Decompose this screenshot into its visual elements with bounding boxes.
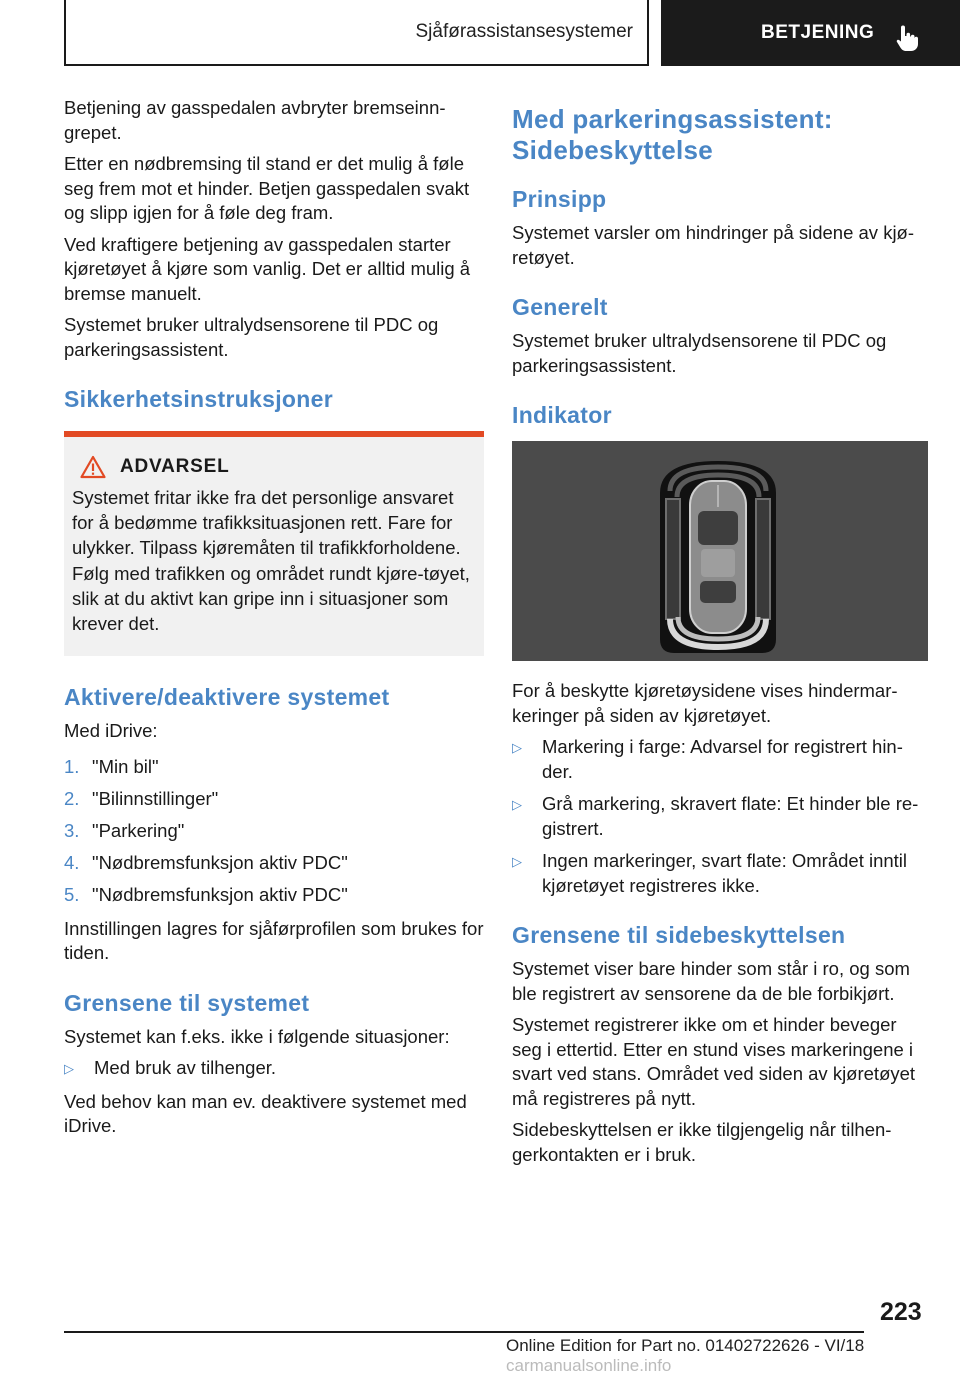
limits-intro: Systemet kan f.eks. ikke i følgende situasjoner: — [64, 1025, 450, 1047]
activate-note: Innstillingen lagres for sjåførprofilen som brukes for tiden. — [64, 917, 484, 964]
edition-text: Online Edition for Part no. 01402722626 - VI/18 — [506, 1336, 865, 1355]
paragraph: Ved kraftigere betjening av gasspedalen starter kjøretøyet å kjøre som vanlig. Det er alltid mulig å bremse manuelt. — [64, 233, 471, 304]
list-item: 1. "Min bil" — [64, 755, 159, 777]
warning-title: ADVARSEL — [120, 456, 230, 477]
bullet-triangle-icon: ▷ — [64, 1061, 74, 1077]
general-text: Systemet bruker ultralydsensorene til PDC og parkeringsassistent. — [512, 330, 887, 376]
principle-text: Systemet varsler om hindringer på sidene av kjø-retøyet. — [512, 222, 915, 268]
paragraph: Systemet registrerer ikke om et hinder beveger seg i ettertid. Etter en stund vises markeringene i svart ved stans. Området ved siden av kjøretøyet må registreres på nytt. — [512, 1014, 916, 1109]
car-top-view-image — [512, 441, 928, 661]
indicator-text: For å beskytte kjøretøysidene vises hindermar-keringer på siden av kjøretøyet. — [512, 680, 898, 726]
header-chapter-title: BETJENING — [761, 22, 875, 43]
heading-main: Med parkeringsassistent: Sidebeskyttelse — [512, 104, 833, 165]
heading-limits: Grensene til systemet — [64, 989, 310, 1016]
steps-list — [64, 751, 484, 911]
heading-safety: Sikkerhetsinstruksjoner — [64, 386, 333, 412]
paragraph: Sidebeskyttelsen er ikke tilgjengelig når tilhen-gerkontakten er i bruk. — [512, 1119, 892, 1165]
list-item: 5. "Nødbremsfunksjon aktiv PDC" — [64, 883, 348, 905]
left-column — [64, 96, 484, 1146]
warning-header — [72, 455, 476, 479]
heading-general: Generelt — [512, 294, 608, 320]
watermark-text: carmanualsonline.info — [506, 1356, 672, 1375]
list-item: ▷ Markering i farge: Advarsel for registrert hin-der. — [512, 735, 930, 784]
limits-note: Ved behov kan man ev. deaktivere systemet med iDrive. — [64, 1090, 467, 1137]
list-item: ▷ Med bruk av tilhenger. — [64, 1056, 484, 1082]
list-item: 3. "Parkering" — [64, 819, 185, 841]
warning-box — [64, 431, 484, 656]
footer-divider — [64, 1331, 864, 1333]
list-item: ▷ Ingen markeringer, svart flate: Området inntil kjøretøyet registreres ikke. — [512, 849, 930, 898]
pointing-hand-icon — [896, 26, 918, 52]
footer-edition — [506, 1336, 960, 1376]
limits-list — [64, 1056, 484, 1082]
page-number: 223 — [880, 1298, 922, 1326]
warning-triangle-icon — [80, 455, 106, 479]
heading-side-limits: Grensene til sidebeskyttelsen — [512, 922, 846, 948]
paragraph: Etter en nødbremsing til stand er det mulig å føle seg frem mot et hinder. Betjen gasspedalen svakt og slipp igjen for å føle deg fram. — [64, 153, 470, 223]
list-item: 4. "Nødbremsfunksjon aktiv PDC" — [64, 851, 348, 873]
heading-indicator: Indikator — [512, 402, 612, 428]
list-item: 2. "Bilinnstillinger" — [64, 787, 219, 809]
header-section-title: Sjåførassistansesystemer — [415, 21, 633, 42]
header-section-box — [64, 0, 649, 66]
heading-activate: Aktivere/deaktivere systemet — [64, 684, 390, 711]
paragraph: Systemet bruker ultralydsensorene til PDC og parkeringsassistent. — [64, 314, 439, 360]
bullet-triangle-icon: ▷ — [512, 740, 522, 755]
activate-intro: Med iDrive: — [64, 720, 158, 742]
side-protection-illustration — [512, 441, 928, 661]
list-item: ▷ Grå markering, skravert flate: Et hinder ble re-gistrert. — [512, 792, 930, 841]
paragraph: Systemet viser bare hinder som står i ro, og som ble registrert av sensorene da de ble forbikjørt. — [512, 958, 910, 1004]
bullet-triangle-icon: ▷ — [512, 854, 522, 869]
indicator-list — [512, 735, 930, 898]
right-column — [512, 96, 930, 1174]
warning-text: Systemet fritar ikke fra det personlige ansvaret for å bedømme trafikksituasjonen rett. Fare for ulykker. Tilpass kjøremåten til trafikkforholdene. Følg med trafikken og området rundt kjøre-tøyet, slik at du aktivt kan gripe inn i situasjoner som krever det. — [72, 487, 470, 635]
heading-principle: Prinsipp — [512, 186, 607, 212]
bullet-triangle-icon: ▷ — [512, 797, 522, 812]
paragraph: Betjening av gasspedalen avbryter bremseinn-grepet. — [64, 97, 446, 143]
